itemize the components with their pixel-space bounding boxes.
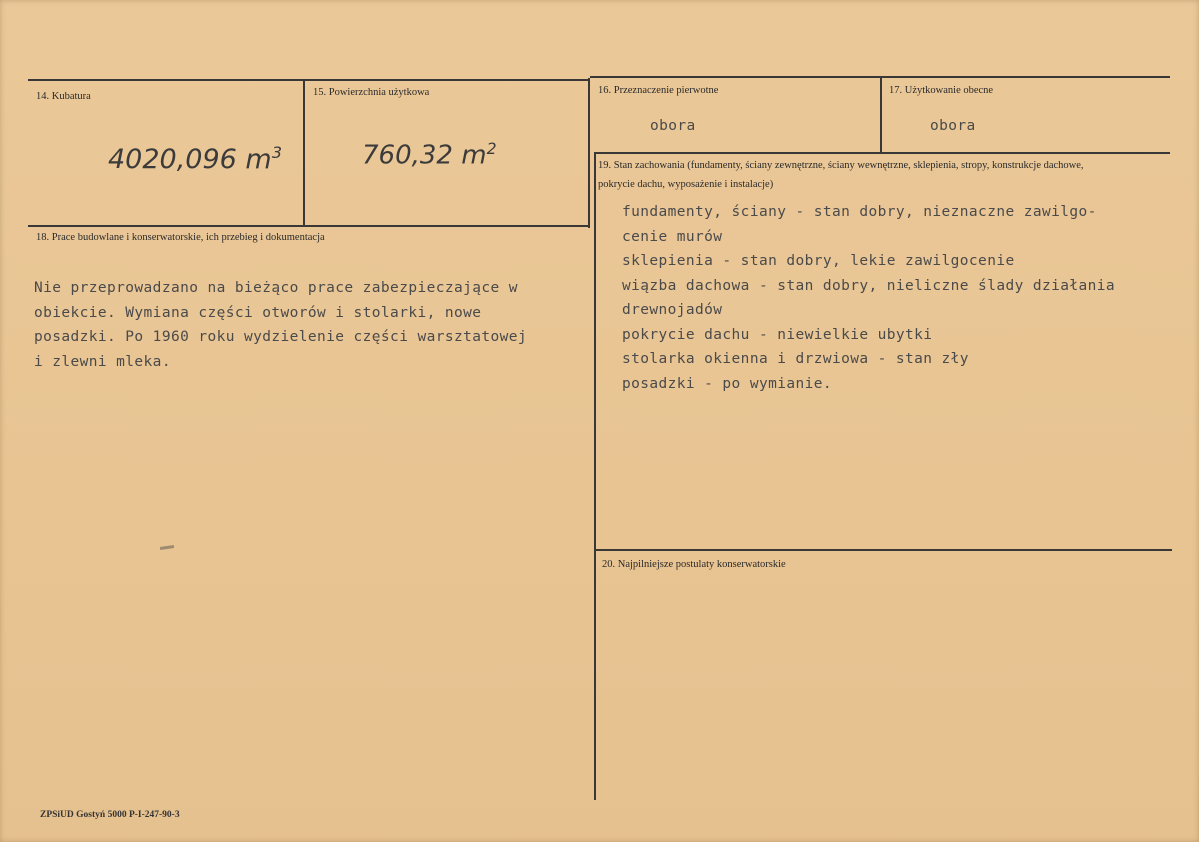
field-15-value: 760,32 $m^2$ <box>362 140 497 171</box>
field-20-label: 20. Najpilniejsze postulaty konserwatorskie <box>602 559 786 570</box>
field-18-label: 18. Prace budowlane i konserwatorskie, ich przebieg i dokumentacja <box>36 232 325 243</box>
field-18-line: posadzki. Po 1960 roku wydzielenie części warsztatowej <box>34 329 528 345</box>
field-19-text <box>622 200 1115 396</box>
field-14-label: 14. Kubatura <box>36 91 91 102</box>
field-16-label: 16. Przeznaczenie pierwotne <box>598 85 719 96</box>
field-18-line: i zlewni mleka. <box>34 353 171 370</box>
field-18-text <box>34 276 527 374</box>
field-19-line: fundamenty, ściany - stan dobry, nieznaczne zawilgo- <box>622 204 1097 220</box>
field-18-line: obiekcie. Wymiana części otworów i stolarki, nowe <box>34 304 482 321</box>
top-rule-left <box>28 79 588 81</box>
divider-center-lower <box>594 152 596 800</box>
field-18-line: Nie przeprowadzano na bieżąco prace zabezpieczające w <box>34 280 518 296</box>
field-19-label: 19. Stan zachowania (fundamenty, ściany zewnętrzne, ściany wewnętrzne, sklepienia, stropy, konstrukcje dachowe, pokrycie dachu, wyposażenie i instalacje) <box>598 160 1084 190</box>
divider-center <box>588 78 590 228</box>
rule-above-20 <box>594 549 1172 551</box>
field-19-line: cenie murów <box>622 228 723 245</box>
form-print-code: ZPSiUD Gostyń 5000 P-I-247-90-3 <box>40 810 180 820</box>
divider-14-15 <box>303 80 305 226</box>
field-15-label: 15. Powierzchnia użytkowa <box>313 87 430 98</box>
field-19-line: posadzki - po wymianie. <box>622 375 832 392</box>
divider-16-17 <box>880 77 882 153</box>
field-19-line: sklepienia - stan dobry, lekie zawilgocenie <box>622 253 1015 269</box>
field-19-line: drewnojadów <box>622 302 723 318</box>
field-19-line: stolarka okienna i drzwiowa - stan zły <box>622 351 969 367</box>
field-19-line: wiązba dachowa - stan dobry, nieliczne ślady działania <box>622 277 1116 294</box>
field-17-label: 17. Użytkowanie obecne <box>889 85 994 96</box>
field-17-value: obora <box>930 118 976 134</box>
field-19-line: pokrycie dachu - niewielkie ubytki <box>622 326 933 343</box>
field-16-value: obora <box>650 118 696 134</box>
field-14-value: 4020,096 $m^3$ <box>108 143 283 175</box>
rule-under-14-15 <box>28 225 590 227</box>
rule-under-16-17 <box>594 152 1170 154</box>
